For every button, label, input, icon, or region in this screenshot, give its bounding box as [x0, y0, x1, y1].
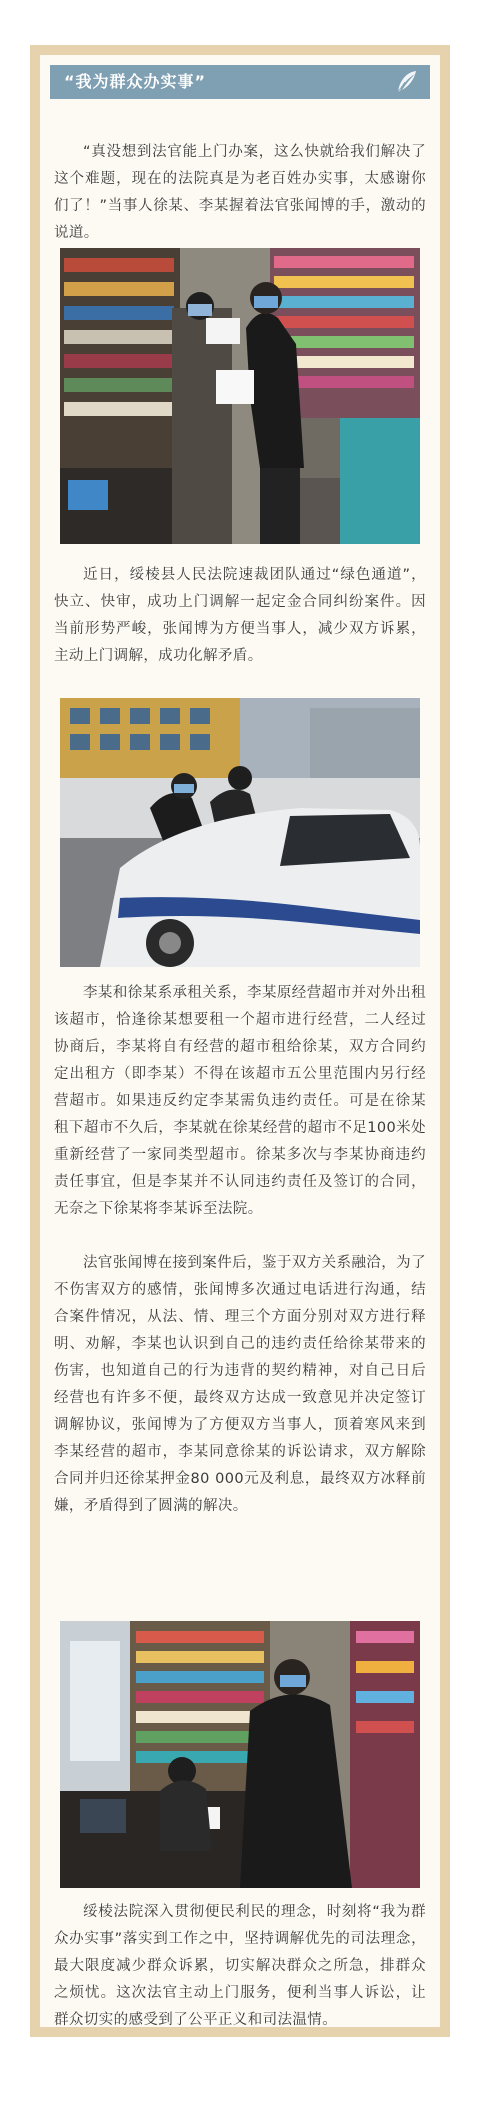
paragraph-conclusion: 绥棱法院深入贯彻便民利民的理念，时刻将“我为群众办实事”落实到工作之中，坚持调解优先的司法理念，最大限度减少群众诉累，切实解决群众之所急，排群众之烦忧。这次法官主动上门服务，便利当事人诉讼，让群众切实的感受到了公平正义和司法温情。: [54, 1904, 426, 2028]
paragraph-overview: 近日，绥棱县人民法院速裁团队通过“绿色通道”，快立、快审，成功上门调解一起定金合同纠纷案件。因当前形势严峻，张闻博为方便当事人，减少双方诉累，主动上门调解，成功化解矛盾。: [54, 567, 426, 664]
section-header: [50, 65, 430, 99]
feather-pen-icon: [394, 69, 420, 95]
store-visit-photo: [60, 248, 420, 544]
article-card: [40, 55, 440, 2027]
street-car-signing-photo: [60, 698, 420, 967]
paragraph-case-background: 李某和徐某系承租关系，李某原经营超市并对外出租该超市，恰逢徐某想要租一个超市进行经营，二人经过协商后，李某将自有经营的超市租给徐某，双方合同约定出租方（即李某）不得在该超市五公里范围内另行经营超市。如果违反约定李某需负违约责任。可是在徐某租下超市不久后，李某就在徐某经营的超市不足100米处重新经营了一家同类型超市。徐某多次与李某协商违约责任事宜，但是李某并不认同违约责任及签订的合同，无奈之下徐某将李某诉至法院。: [54, 985, 426, 1217]
store-counter-photo: [60, 1621, 420, 1888]
section-title: “我为群众办实事”: [64, 72, 207, 91]
paragraph-intro: “真没想到法官能上门办案，这么快就给我们解决了这个难题，现在的法院真是为老百姓办实事，太感谢你们了！”当事人徐某、李某握着法官张闻博的手，激动的说道。: [54, 144, 426, 241]
paragraph-mediation: 法官张闻博在接到案件后，鉴于双方关系融洽，为了不伤害双方的感情，张闻博多次通过电话进行沟通，结合案件情况，从法、情、理三个方面分别对双方进行释明、劝解，李某也认识到自己的违约责任给徐某带来的伤害，也知道自己的行为违背的契约精神，对自己日后经营也有许多不便，最终双方达成一致意见并决定签订调解协议，张闻博为了方便双方当事人，顶着寒风来到李某经营的超市，李某同意徐某的诉讼请求，双方解除合同并归还徐某押金80 000元及利息，最终双方冰释前嫌，矛盾得到了圆满的解决。: [54, 1255, 426, 1514]
